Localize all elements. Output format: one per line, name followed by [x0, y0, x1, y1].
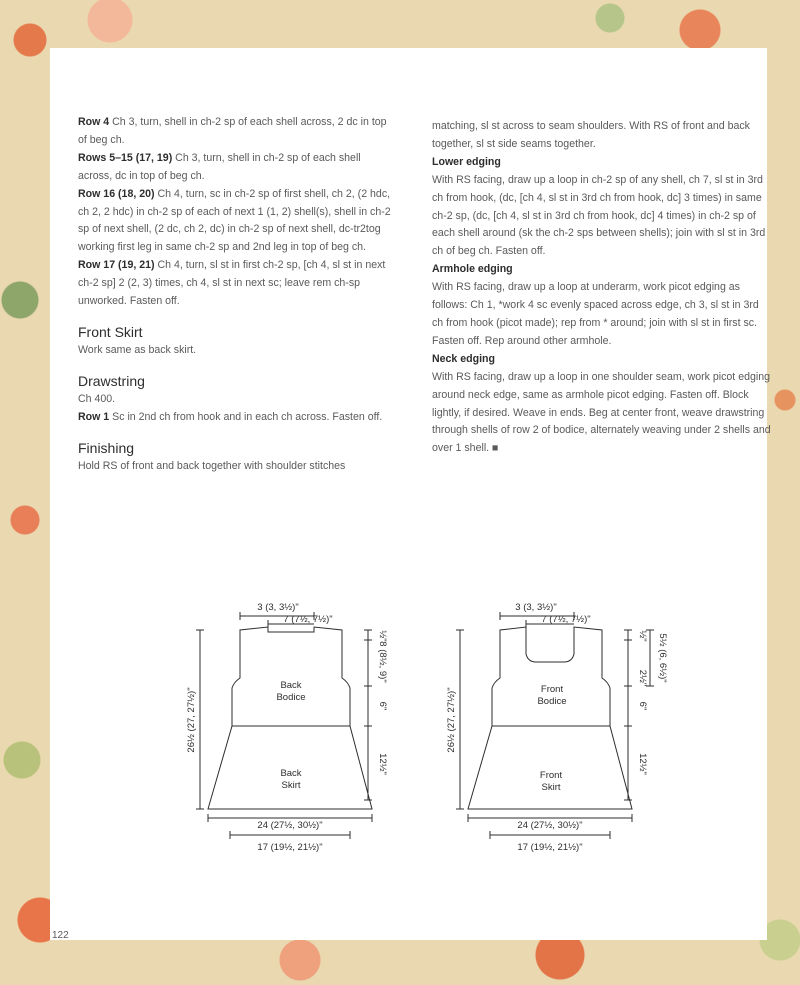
front-shoulder-label: 3 (3, 3½)": [515, 602, 557, 613]
back-bodice-label: Back: [280, 680, 302, 691]
front-schematic: [448, 598, 678, 858]
front-shoulder-depth-label: ½": [637, 630, 648, 642]
front-armhole-lower-label: 2½": [637, 669, 648, 687]
pattern-page: [50, 48, 771, 940]
armhole-edging-text: With RS facing, draw up a loop at underarm, work picot edging as follows: Ch 1, *work 4 sc evenly spaced across edge, ch 3, sl st in 3rd ch from hook (picot made); rep from * around; join with sl st in first sc. Fasten off. Rep around other armhole.: [432, 281, 759, 347]
left-column: [78, 114, 396, 476]
back-schematic: [186, 598, 420, 858]
right-column: [432, 118, 772, 458]
front-hem-label: 24 (27½, 30½)": [517, 820, 583, 831]
drawstring-chain: Ch 400.: [78, 392, 116, 405]
drawstring-row-1: Row 1 Sc in 2nd ch from hook and in each ch across. Fasten off.: [78, 410, 383, 423]
back-waist-label: 17 (19½, 21½)": [257, 842, 323, 853]
finishing-continued: matching, sl st across to seam shoulders. With RS of front and back together, sl st side seams together.: [432, 120, 750, 150]
back-skirt-label: Back: [280, 768, 302, 779]
drawstring-heading: Drawstring: [78, 372, 145, 389]
row-16-instruction: Row 16 (18, 20) Ch 4, turn, sc in ch-2 sp of first shell, ch 2, (2 hdc, ch 2, 2 hdc) in ch-2 sp of each of next 1 (1, 2) shell(s), shell in ch-2 sp of next shell, (2 dc, ch 2, dc) in ch-2 sp of next shell, dc-tr2tog working first leg in same ch-2 sp and 2nd leg in top of beg ch.: [78, 187, 391, 254]
back-bodice-label-2: Bodice: [276, 692, 306, 703]
lower-edging-heading: Lower edging: [432, 155, 501, 168]
back-skirt-height-label: 12½": [377, 753, 388, 775]
front-skirt-label: Front: [539, 770, 563, 781]
neck-edging-text: With RS facing, draw up a loop in one shoulder seam, work picot edging around neck edge, same as armhole picot edging. Fasten off. Block lightly, if desired. Weave in ends. Beg at center front, weave drawstring through shells of row 2 of bodice, alternately weaving under 2 shells and over 1 shell. ■: [432, 370, 771, 455]
finishing-text: Hold RS of front and back together with shoulder stitches: [78, 459, 346, 472]
row-4-instruction: Row 4 Ch 3, turn, shell in ch-2 sp of each shell across, 2 dc in top of beg ch.: [78, 116, 387, 146]
front-bodice-height-label: 6": [637, 701, 648, 711]
lower-edging-text: With RS facing, draw up a loop in ch-2 sp of any shell, ch 7, sl st in 3rd ch from hook, (dc, [ch 4, sl st in 3rd ch from hook, dc] 3 times) in same ch-2 sp, (dc, [ch 4, sl st in 3rd ch from hook, dc] 4 times) in ch-2 sp of each shell around (sk the ch-2 sps between shells); join with sl st in 3rd ch of beg ch. Fasten off.: [432, 173, 766, 258]
back-bodice-height-label: 6": [377, 701, 388, 711]
front-length-label: 26½ (27, 27½)": [446, 687, 457, 753]
page-number: 122: [52, 930, 69, 941]
front-skirt-height-label: 12½": [637, 753, 648, 775]
back-length-label: 26½ (27, 27½)": [186, 687, 197, 753]
neck-edging-heading: Neck edging: [432, 352, 495, 365]
back-armhole-label: 8 (8½, 9)": [377, 641, 388, 683]
front-neck-label: 7 (7½, 7½)": [541, 614, 591, 625]
front-skirt-heading: Front Skirt: [78, 323, 143, 340]
front-skirt-text: Work same as back skirt.: [78, 343, 197, 356]
finishing-heading: Finishing: [78, 439, 135, 456]
row-17-instruction: Row 17 (19, 21) Ch 4, turn, sl st in first ch-2 sp, [ch 4, sl st in next ch-2 sp] 2 (2, 3) times, ch 4, sl st in next sc; leave rem ch-sp unworked. Fasten off.: [78, 259, 386, 308]
back-skirt-label-2: Skirt: [281, 780, 301, 791]
front-bodice-label-2: Bodice: [537, 696, 567, 707]
armhole-edging-heading: Armhole edging: [432, 263, 513, 276]
front-skirt-label-2: Skirt: [541, 782, 561, 793]
front-bodice-label: Front: [540, 684, 564, 695]
back-shoulder-label: 3 (3, 3½)": [257, 602, 299, 613]
back-neck-depth-label: ½": [377, 630, 388, 642]
back-neck-label: 7 (7½, 7½)": [283, 614, 333, 625]
back-hem-label: 24 (27½, 30½)": [257, 820, 323, 831]
front-waist-label: 17 (19½, 21½)": [517, 842, 583, 853]
front-neck-depth-label: 5½ (6, 6½)": [657, 633, 668, 683]
rows-5-15-instruction: Rows 5–15 (17, 19) Ch 3, turn, shell in ch-2 sp of each shell across, dc in top of beg ch.: [78, 151, 361, 182]
